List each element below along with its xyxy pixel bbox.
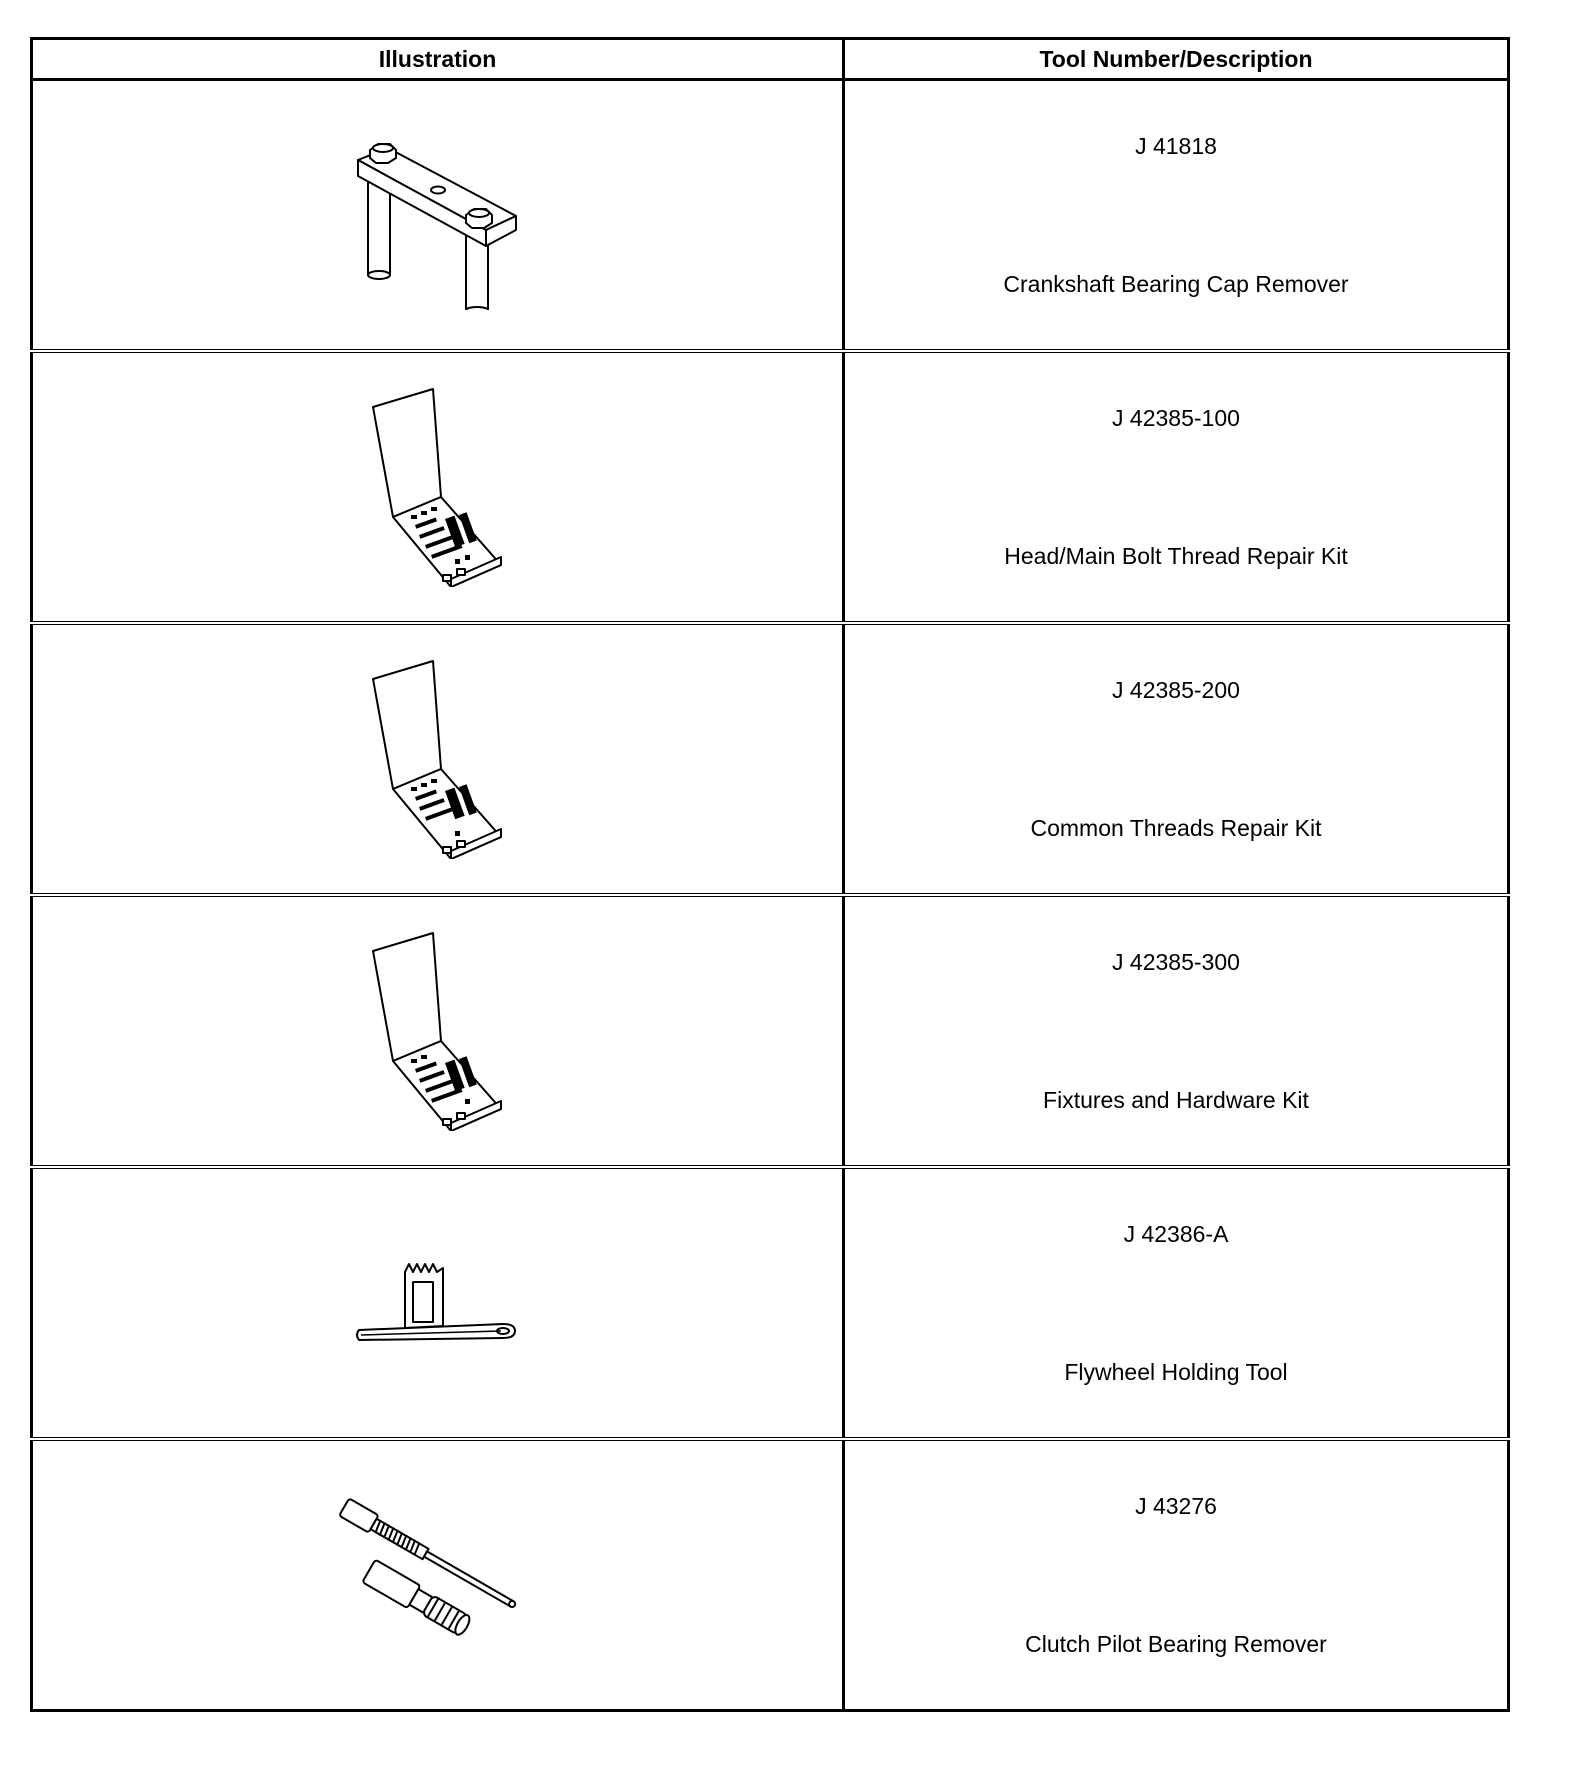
- tool-number: J 42385-200: [1112, 677, 1240, 703]
- flywheel-holding-tool-icon: [353, 1258, 523, 1348]
- tool-description-cell: [844, 1167, 1509, 1439]
- bearing-cap-remover-icon: [348, 120, 528, 310]
- header-illustration: Illustration: [32, 39, 844, 80]
- table-row: [32, 1167, 1509, 1439]
- tool-number: J 42385-100: [1112, 405, 1240, 431]
- tool-description-cell: [844, 80, 1509, 352]
- illustration-cell: [32, 623, 844, 895]
- tool-description-cell: [844, 1439, 1509, 1711]
- thread-repair-kit-icon: [363, 659, 513, 859]
- table-header-row: [32, 39, 1509, 80]
- special-tools-table: [30, 37, 1510, 1712]
- tool-number: J 43276: [1135, 1493, 1217, 1519]
- tool-description-cell: [844, 623, 1509, 895]
- table-row: [32, 895, 1509, 1167]
- table-row: [32, 80, 1509, 352]
- illustration-cell: [32, 351, 844, 623]
- tool-description-cell: [844, 895, 1509, 1167]
- thread-repair-kit-icon: [363, 931, 513, 1131]
- pilot-bearing-remover-icon: [338, 1495, 538, 1655]
- tool-description: Head/Main Bolt Thread Repair Kit: [1004, 543, 1348, 569]
- table-row: [32, 623, 1509, 895]
- tool-description-cell: [844, 351, 1509, 623]
- illustration-cell: [32, 1439, 844, 1711]
- tool-description: Fixtures and Hardware Kit: [1043, 1087, 1309, 1113]
- tool-description: Clutch Pilot Bearing Remover: [1025, 1631, 1327, 1657]
- tool-number: J 42386-A: [1123, 1221, 1229, 1247]
- tool-number: J 42385-300: [1112, 949, 1240, 975]
- header-tool-number-description: Tool Number/Description: [844, 39, 1509, 80]
- illustration-cell: [32, 895, 844, 1167]
- table-row: [32, 351, 1509, 623]
- illustration-cell: [32, 80, 844, 352]
- tool-number: J 41818: [1135, 133, 1217, 159]
- thread-repair-kit-icon: [363, 387, 513, 587]
- tool-description: Crankshaft Bearing Cap Remover: [1003, 271, 1349, 297]
- tool-description: Flywheel Holding Tool: [1064, 1359, 1288, 1385]
- table-row: [32, 1439, 1509, 1711]
- illustration-cell: [32, 1167, 844, 1439]
- tool-description: Common Threads Repair Kit: [1030, 815, 1322, 841]
